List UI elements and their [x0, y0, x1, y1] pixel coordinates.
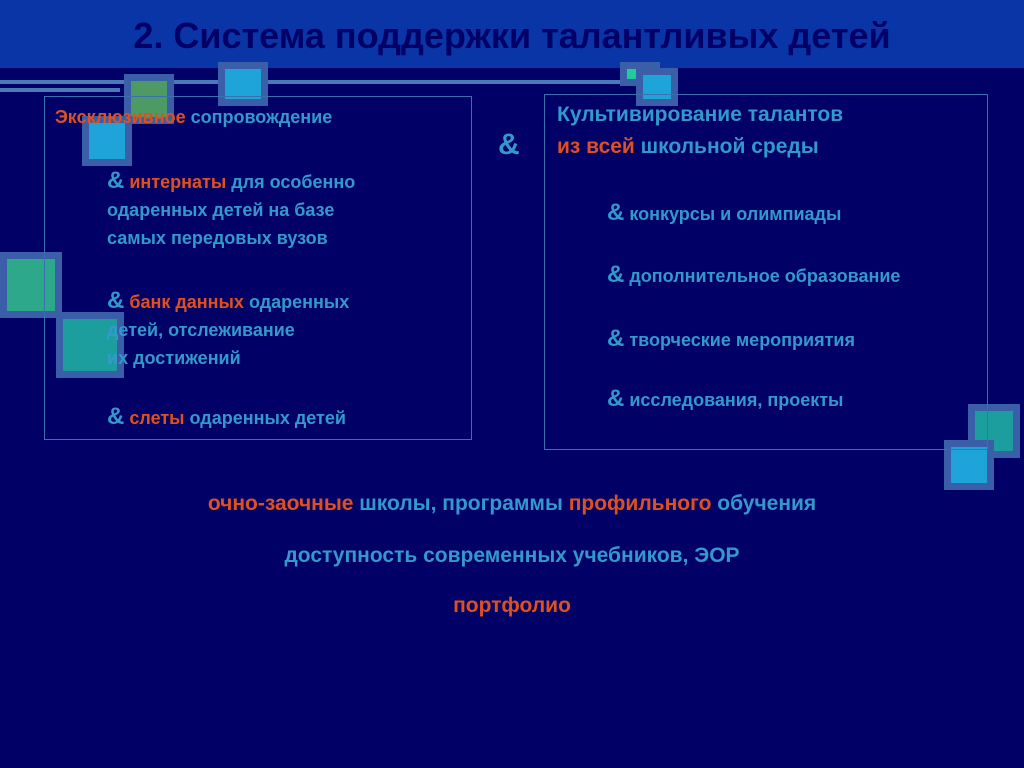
left-item-3 [107, 403, 346, 432]
left-panel [44, 96, 472, 440]
left-item-2 [107, 287, 349, 372]
right-item-1 [607, 199, 841, 228]
bottom-text: обучения [711, 492, 817, 515]
bottom-line-3: портфолио [453, 594, 571, 617]
item-text: их достижений [107, 348, 241, 368]
bottom-text: школы, программы [353, 492, 569, 515]
ampersand-bullet: & [607, 325, 625, 352]
decorative-rail-top [0, 80, 672, 84]
slide-title: 2. Система поддержки талантливых детей [133, 15, 891, 56]
heading-accent: из всей [557, 135, 635, 158]
item-text: одаренных [243, 292, 350, 312]
heading-accent: Эксклюзивное [55, 107, 186, 127]
item-accent: банк данных [129, 292, 244, 312]
bottom-line-1 [0, 492, 1024, 516]
item-text: одаренных детей на базе [107, 200, 335, 220]
item-accent: слеты [129, 408, 185, 428]
heading-text: школьной среды [634, 135, 819, 158]
bottom-accent: профильного [568, 492, 712, 515]
ampersand-bullet: & [107, 287, 125, 314]
item-text: творческие мероприятия [629, 330, 856, 350]
ampersand-bullet: & [107, 403, 125, 430]
item-accent: интернаты [129, 172, 227, 192]
right-panel-heading [557, 99, 843, 163]
ampersand-bullet: & [607, 385, 625, 412]
ampersand-bullet: & [107, 167, 125, 194]
item-text: одаренных детей [184, 408, 346, 428]
right-item-4 [607, 385, 843, 414]
bottom-line-2: доступность современных учебников, ЭОР [284, 544, 740, 567]
right-panel [544, 94, 988, 450]
heading-text: сопровождение [190, 107, 333, 127]
item-text: для особенно [226, 172, 356, 192]
ampersand-bullet: & [607, 199, 625, 226]
bottom-accent: очно-заочные [207, 492, 354, 515]
item-text: дополнительное образование [629, 266, 901, 286]
heading-text: Культивирование талантов [557, 103, 844, 126]
item-text: конкурсы и олимпиады [629, 204, 842, 224]
ampersand-bullet: & [607, 261, 625, 288]
item-text: исследования, проекты [629, 390, 844, 410]
item-text: детей, отслеживание [107, 320, 295, 340]
item-text: самых передовых вузов [107, 228, 328, 248]
left-item-1 [107, 167, 355, 252]
right-item-2 [607, 261, 900, 290]
left-panel-heading [55, 103, 332, 131]
connector-ampersand: & [498, 128, 520, 161]
right-item-3 [607, 325, 855, 354]
decorative-rail-bottom [0, 88, 120, 92]
